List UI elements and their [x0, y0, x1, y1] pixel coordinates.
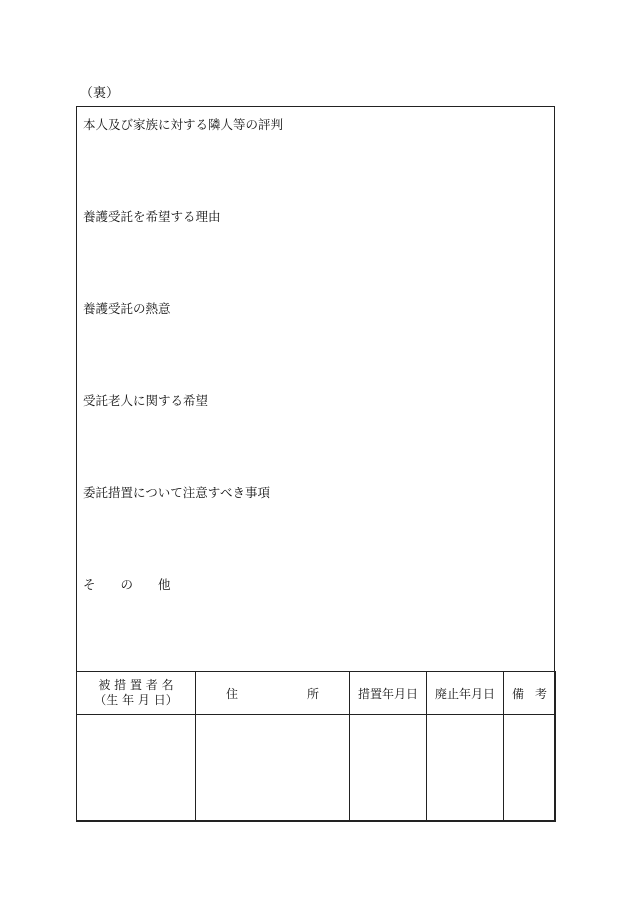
table-header-row: [77, 672, 556, 715]
header-end-date-label: 廃止年月日: [434, 686, 495, 701]
page-side-label: （裏）: [80, 86, 120, 101]
header-address-label-b: 所: [306, 686, 319, 701]
cell-start-date[interactable]: [350, 715, 427, 822]
section-neighbor-reputation-label: 本人及び家族に対する隣人等の評判: [83, 117, 284, 132]
header-address-label-a: 住: [226, 686, 239, 701]
form-frame: [76, 106, 555, 821]
header-name-sub-label: （生 年 月 日）: [94, 693, 178, 707]
header-address: [196, 672, 350, 715]
cell-name[interactable]: [77, 715, 196, 822]
header-remarks-label-b: 考: [534, 686, 547, 701]
header-name: [77, 672, 196, 715]
register-table: [76, 671, 556, 822]
section-caution-label: 委託措置について注意すべき事項: [83, 485, 271, 500]
header-start-date-label: 措置年月日: [357, 686, 418, 701]
cell-end-date[interactable]: [427, 715, 504, 822]
section-reason-label: 養護受託を希望する理由: [83, 209, 221, 224]
header-name-label: 被 措 置 者 名: [98, 678, 174, 692]
cell-remarks[interactable]: [504, 715, 556, 822]
cell-address[interactable]: [196, 715, 350, 822]
header-start-date: [350, 672, 427, 715]
register-table-wrap: [76, 671, 555, 822]
section-other-label: そ の 他: [83, 577, 171, 592]
table-row: [77, 715, 556, 822]
header-remarks-label-a: 備: [512, 686, 525, 701]
section-preference-label: 受託老人に関する希望: [83, 393, 209, 408]
header-end-date: [427, 672, 504, 715]
header-remarks: [504, 672, 556, 715]
section-enthusiasm-label: 養護受託の熱意: [83, 301, 171, 316]
